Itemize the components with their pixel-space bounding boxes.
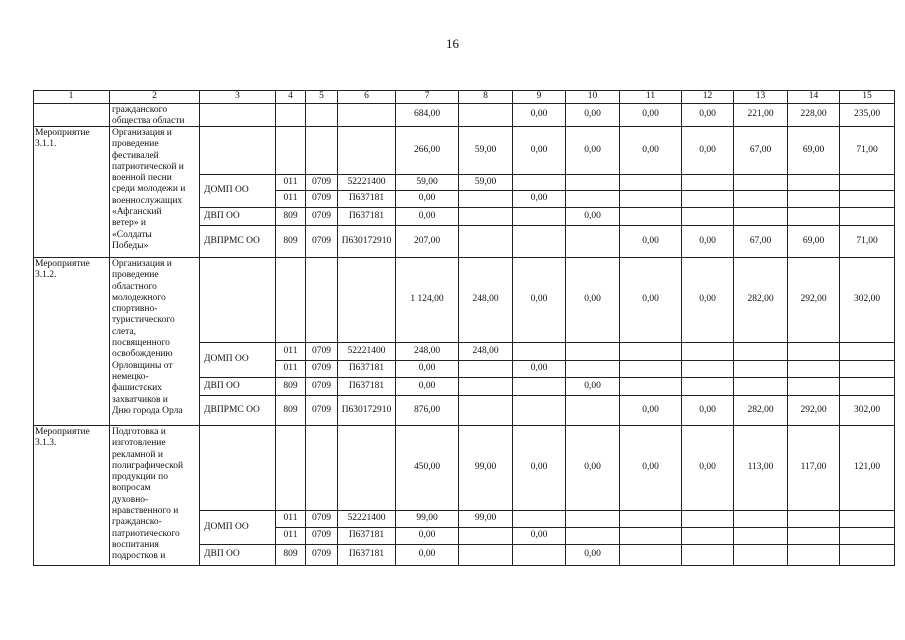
domp-row-1-col-7: 59,00: [396, 175, 459, 191]
domp-row-1-col-9: [513, 511, 566, 528]
domp-row-2-col-11: [620, 191, 682, 208]
dvp-row-col-13: [734, 378, 788, 396]
domp-row-2-col-8: [459, 191, 513, 208]
total-col-6: [338, 127, 396, 175]
dvp-row-col-14: [788, 378, 840, 396]
dvp-row-col-10: 0,00: [566, 545, 620, 566]
dvp-row-col-15: [840, 208, 895, 226]
domp-row-1-col-5: 0709: [306, 175, 338, 191]
total-row-cell: [200, 127, 276, 175]
total-col-15: 121,00: [840, 426, 895, 511]
executor-label-dvp: ДВП ОО: [200, 208, 276, 226]
total-col-11: 0,00: [620, 127, 682, 175]
domp-row-1-col-13: [734, 511, 788, 528]
header-col-3: 3: [200, 90, 276, 104]
dvp-row-col-12: [682, 378, 734, 396]
continuation-col-4: [276, 104, 306, 127]
dvp-row-col-8: [459, 208, 513, 226]
activity-id-cell: Мероприятие 3.1.1.: [33, 127, 110, 258]
dvp-row-col-13: [734, 208, 788, 226]
total-col-12: 0,00: [682, 127, 734, 175]
total-row-cell: [200, 426, 276, 511]
domp-row-2-col-10: [566, 191, 620, 208]
header-col-6: 6: [338, 90, 396, 104]
domp-row-2-col-13: [734, 528, 788, 545]
dvp-row-col-15: [840, 378, 895, 396]
dvprms-row-col-15: 71,00: [840, 226, 895, 258]
executor-label-dvprms: ДВПРМС ОО: [200, 396, 276, 426]
dvprms-row-col-11: 0,00: [620, 396, 682, 426]
dvprms-row-col-4: 809: [276, 226, 306, 258]
dvp-row-col-4: 809: [276, 545, 306, 566]
dvprms-row-col-9: [513, 396, 566, 426]
domp-row-2-col-14: [788, 361, 840, 378]
total-col-8: 248,00: [459, 258, 513, 343]
domp-row-2-col-12: [682, 361, 734, 378]
total-col-13: 113,00: [734, 426, 788, 511]
total-col-7: 450,00: [396, 426, 459, 511]
domp-row-2-col-12: [682, 191, 734, 208]
activity-name-cell: Подготовка и изготовление рекламной и полиграфической продукции по вопросам духовно- нравственного и гражданско- патриотического воспитания подростков и: [110, 426, 200, 566]
dvp-row-col-6: П637181: [338, 208, 396, 226]
domp-row-1-col-6: 52221400: [338, 175, 396, 191]
dvp-row-col-5: 0709: [306, 208, 338, 226]
domp-row-2-col-9: 0,00: [513, 191, 566, 208]
domp-row-2-col-15: [840, 191, 895, 208]
dvp-row-col-12: [682, 545, 734, 566]
domp-row-1-col-13: [734, 175, 788, 191]
total-col-15: 71,00: [840, 127, 895, 175]
activity-id-cell: Мероприятие 3.1.3.: [33, 426, 110, 566]
domp-row-2-col-13: [734, 361, 788, 378]
executor-label-domp: ДОМП ОО: [200, 343, 276, 378]
header-col-5: 5: [306, 90, 338, 104]
total-col-5: [306, 127, 338, 175]
continuation-col-14: 228,00: [788, 104, 840, 127]
total-col-5: [306, 258, 338, 343]
header-col-15: 15: [840, 90, 895, 104]
domp-row-1-col-15: [840, 511, 895, 528]
domp-row-1-col-7: 248,00: [396, 343, 459, 361]
dvp-row-col-13: [734, 545, 788, 566]
dvp-row-col-8: [459, 545, 513, 566]
domp-row-2-col-14: [788, 191, 840, 208]
executor-label-dvp: ДВП ОО: [200, 545, 276, 566]
dvprms-row-col-5: 0709: [306, 226, 338, 258]
total-col-7: 266,00: [396, 127, 459, 175]
total-col-12: 0,00: [682, 258, 734, 343]
domp-row-1-col-5: 0709: [306, 343, 338, 361]
dvprms-row-col-14: 69,00: [788, 226, 840, 258]
dvprms-row-col-15: 302,00: [840, 396, 895, 426]
header-col-7: 7: [396, 90, 459, 104]
continuation-name-cell: гражданского общества области: [110, 104, 200, 127]
total-col-4: [276, 426, 306, 511]
dvp-row-col-7: 0,00: [396, 545, 459, 566]
header-col-11: 11: [620, 90, 682, 104]
domp-row-2-col-8: [459, 361, 513, 378]
header-col-2: 2: [110, 90, 200, 104]
dvprms-row-col-4: 809: [276, 396, 306, 426]
domp-row-1-col-8: 248,00: [459, 343, 513, 361]
total-col-4: [276, 127, 306, 175]
activity-name-cell: Организация и проведение фестивалей патриотической и военной песни среди молодежи и военнослужащих «Афганский ветер» и «Солдаты Победы»: [110, 127, 200, 258]
domp-row-2-col-11: [620, 361, 682, 378]
domp-row-2-col-8: [459, 528, 513, 545]
domp-row-2-col-15: [840, 361, 895, 378]
domp-row-2-col-15: [840, 528, 895, 545]
domp-row-1-col-13: [734, 343, 788, 361]
domp-row-2-col-12: [682, 528, 734, 545]
domp-row-1-col-4: 011: [276, 343, 306, 361]
dvp-row-col-9: [513, 545, 566, 566]
executor-label-dvprms: ДВПРМС ОО: [200, 226, 276, 258]
domp-row-2-col-14: [788, 528, 840, 545]
domp-row-1-col-10: [566, 511, 620, 528]
dvp-row-col-5: 0709: [306, 545, 338, 566]
domp-row-1-col-4: 011: [276, 175, 306, 191]
total-col-4: [276, 258, 306, 343]
dvp-row-col-10: 0,00: [566, 378, 620, 396]
domp-row-1-col-11: [620, 511, 682, 528]
dvp-row-col-11: [620, 545, 682, 566]
total-col-5: [306, 426, 338, 511]
domp-row-2-col-6: П637181: [338, 191, 396, 208]
dvprms-row-col-11: 0,00: [620, 226, 682, 258]
dvprms-row-col-8: [459, 396, 513, 426]
dvprms-row-col-10: [566, 396, 620, 426]
dvprms-row-col-13: 282,00: [734, 396, 788, 426]
total-col-10: 0,00: [566, 426, 620, 511]
dvp-row-col-6: П637181: [338, 545, 396, 566]
domp-row-1-col-8: 59,00: [459, 175, 513, 191]
domp-row-1-col-14: [788, 175, 840, 191]
dvp-row-col-15: [840, 545, 895, 566]
dvprms-row-col-7: 207,00: [396, 226, 459, 258]
domp-row-2-col-6: П637181: [338, 528, 396, 545]
domp-row-2-col-11: [620, 528, 682, 545]
executor-label-domp: ДОМП ОО: [200, 175, 276, 208]
dvprms-row-col-13: 67,00: [734, 226, 788, 258]
activity-id-cell: Мероприятие 3.1.2.: [33, 258, 110, 426]
domp-row-1-col-5: 0709: [306, 511, 338, 528]
total-row-cell: [200, 258, 276, 343]
executor-label-domp: ДОМП ОО: [200, 511, 276, 545]
activity-name-cell: Организация и проведение областного молодежного спортивно- туристического слета, посвященного освобождению Орловщины от немецко- фашистских захватчиков и Дню города Орла: [110, 258, 200, 426]
executor-label-dvp: ДВП ОО: [200, 378, 276, 396]
domp-row-1-col-15: [840, 343, 895, 361]
header-col-10: 10: [566, 90, 620, 104]
domp-row-2-col-5: 0709: [306, 528, 338, 545]
continuation-col-12: 0,00: [682, 104, 734, 127]
domp-row-2-col-10: [566, 361, 620, 378]
domp-row-1-col-14: [788, 343, 840, 361]
total-col-14: 69,00: [788, 127, 840, 175]
continuation-col-9: 0,00: [513, 104, 566, 127]
total-col-12: 0,00: [682, 426, 734, 511]
header-col-13: 13: [734, 90, 788, 104]
domp-row-2-col-7: 0,00: [396, 528, 459, 545]
domp-row-2-col-7: 0,00: [396, 361, 459, 378]
total-col-11: 0,00: [620, 426, 682, 511]
total-col-8: 59,00: [459, 127, 513, 175]
dvp-row-col-7: 0,00: [396, 208, 459, 226]
header-col-9: 9: [513, 90, 566, 104]
dvp-row-col-14: [788, 545, 840, 566]
continuation-col-11: 0,00: [620, 104, 682, 127]
domp-row-2-col-4: 011: [276, 361, 306, 378]
total-col-9: 0,00: [513, 127, 566, 175]
domp-row-1-col-11: [620, 343, 682, 361]
continuation-col-15: 235,00: [840, 104, 895, 127]
total-col-10: 0,00: [566, 127, 620, 175]
domp-row-1-col-7: 99,00: [396, 511, 459, 528]
header-col-14: 14: [788, 90, 840, 104]
dvp-row-col-7: 0,00: [396, 378, 459, 396]
dvprms-row-col-8: [459, 226, 513, 258]
domp-row-1-col-12: [682, 511, 734, 528]
dvp-row-col-14: [788, 208, 840, 226]
dvp-row-col-10: 0,00: [566, 208, 620, 226]
domp-row-1-col-6: 52221400: [338, 343, 396, 361]
domp-row-1-col-11: [620, 175, 682, 191]
header-col-8: 8: [459, 90, 513, 104]
total-col-14: 117,00: [788, 426, 840, 511]
continuation-col-10: 0,00: [566, 104, 620, 127]
dvprms-row-col-6: П630172910: [338, 396, 396, 426]
dvprms-row-col-9: [513, 226, 566, 258]
dvp-row-col-8: [459, 378, 513, 396]
domp-row-1-col-6: 52221400: [338, 511, 396, 528]
header-col-4: 4: [276, 90, 306, 104]
dvprms-row-col-7: 876,00: [396, 396, 459, 426]
domp-row-1-col-12: [682, 175, 734, 191]
dvprms-row-col-12: 0,00: [682, 396, 734, 426]
domp-row-2-col-9: 0,00: [513, 361, 566, 378]
dvprms-row-col-5: 0709: [306, 396, 338, 426]
domp-row-1-col-14: [788, 511, 840, 528]
dvprms-row-col-12: 0,00: [682, 226, 734, 258]
total-col-15: 302,00: [840, 258, 895, 343]
header-col-12: 12: [682, 90, 734, 104]
domp-row-1-col-12: [682, 343, 734, 361]
continuation-col-13: 221,00: [734, 104, 788, 127]
dvprms-row-col-14: 292,00: [788, 396, 840, 426]
dvp-row-col-6: П637181: [338, 378, 396, 396]
domp-row-1-col-10: [566, 343, 620, 361]
domp-row-2-col-10: [566, 528, 620, 545]
continuation-id-cell: [33, 104, 110, 127]
total-col-10: 0,00: [566, 258, 620, 343]
domp-row-2-col-7: 0,00: [396, 191, 459, 208]
domp-row-2-col-5: 0709: [306, 361, 338, 378]
continuation-col-3: [200, 104, 276, 127]
domp-row-1-col-9: [513, 175, 566, 191]
dvp-row-col-12: [682, 208, 734, 226]
continuation-col-6: [338, 104, 396, 127]
domp-row-2-col-5: 0709: [306, 191, 338, 208]
total-col-11: 0,00: [620, 258, 682, 343]
domp-row-2-col-4: 011: [276, 191, 306, 208]
dvprms-row-col-10: [566, 226, 620, 258]
domp-row-2-col-13: [734, 191, 788, 208]
dvp-row-col-5: 0709: [306, 378, 338, 396]
domp-row-1-col-9: [513, 343, 566, 361]
total-col-13: 282,00: [734, 258, 788, 343]
dvp-row-col-11: [620, 378, 682, 396]
total-col-6: [338, 426, 396, 511]
domp-row-1-col-10: [566, 175, 620, 191]
header-col-1: 1: [33, 90, 110, 104]
total-col-6: [338, 258, 396, 343]
dvp-row-col-9: [513, 378, 566, 396]
page-number: 16: [446, 36, 459, 51]
total-col-9: 0,00: [513, 426, 566, 511]
dvp-row-col-4: 809: [276, 378, 306, 396]
continuation-col-8: [459, 104, 513, 127]
continuation-col-7: 684,00: [396, 104, 459, 127]
dvp-row-col-4: 809: [276, 208, 306, 226]
total-col-14: 292,00: [788, 258, 840, 343]
domp-row-2-col-4: 011: [276, 528, 306, 545]
domp-row-1-col-8: 99,00: [459, 511, 513, 528]
dvp-row-col-11: [620, 208, 682, 226]
continuation-col-5: [306, 104, 338, 127]
domp-row-1-col-15: [840, 175, 895, 191]
domp-row-1-col-4: 011: [276, 511, 306, 528]
total-col-9: 0,00: [513, 258, 566, 343]
total-col-8: 99,00: [459, 426, 513, 511]
dvp-row-col-9: [513, 208, 566, 226]
dvprms-row-col-6: П630172910: [338, 226, 396, 258]
domp-row-2-col-6: П637181: [338, 361, 396, 378]
domp-row-2-col-9: 0,00: [513, 528, 566, 545]
total-col-7: 1 124,00: [396, 258, 459, 343]
total-col-13: 67,00: [734, 127, 788, 175]
